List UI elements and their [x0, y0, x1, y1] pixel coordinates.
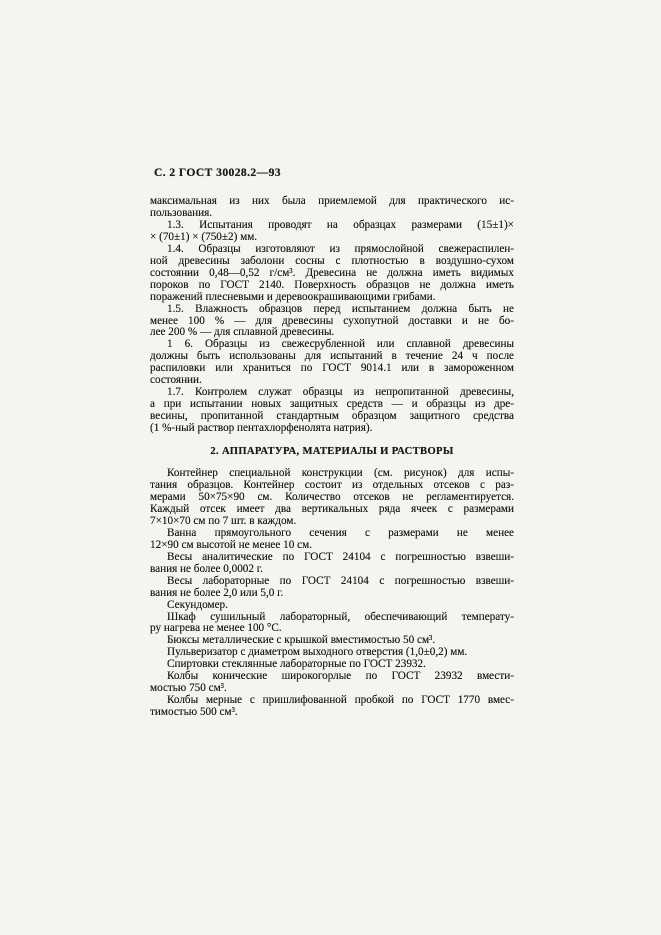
text-line: Контейнер специальной конструкции (см. рисунок) для испы-: [167, 467, 514, 480]
text-line: Секундомер.: [167, 598, 228, 611]
text-line: Колбы конические широкогорлые по ГОСТ 23932 вмести-: [167, 670, 514, 683]
text-line: (1 %-ный раствор пентахлорфенолята натрия).: [150, 422, 373, 435]
paragraph: [150, 600, 514, 612]
text-line: Колбы мерные с пришлифованной пробкой по ГОСТ 1770 вмес-: [167, 694, 514, 707]
text-line: должны быть использованы для испытаний в течение 24 ч после: [150, 350, 514, 363]
paragraph: [150, 528, 514, 552]
paragraph: [150, 576, 514, 600]
text-line: 1.3. Испытания проводят на образцах размерами (15±1)×: [167, 218, 514, 231]
text-line: ной древесины заболони сосны с плотностью в воздушно-сухом: [150, 254, 514, 267]
text-line: 1 6. Образцы из свежесрубленной или сплавной древесины: [167, 338, 514, 351]
text-line: Шкаф сушильный лабораторный, обеспечивающий температу-: [167, 610, 514, 623]
text-line: 1.7. Контролем служат образцы из непропитанной древесины,: [167, 386, 514, 399]
paragraph: [150, 468, 514, 528]
paragraph: [150, 244, 514, 304]
text-line: состоянии.: [150, 374, 202, 387]
text-line: распиловки или храниться по ГОСТ 9014.1 или в замороженном: [150, 362, 514, 375]
text-line: тания образцов. Контейнер состоит из отдельных отсеков с раз-: [150, 479, 514, 492]
text-line: 12×90 см высотой не менее 10 см.: [150, 538, 312, 551]
paragraph: [150, 671, 514, 695]
text-line: Весы аналитические по ГОСТ 24104 с погрешностью взвеши-: [167, 550, 514, 563]
text-line: тимостью 500 см³.: [150, 706, 238, 719]
text-line: пользования.: [150, 206, 213, 219]
text-line: вания не более 2,0 или 5,0 г.: [150, 586, 284, 599]
text-column: [150, 167, 514, 719]
text-line: × (70±1) × (750±2) мм.: [150, 230, 258, 243]
paragraph: [150, 387, 514, 435]
text-line: максимальная из них была приемлемой для практического ис-: [150, 195, 514, 207]
paragraph: [150, 304, 514, 340]
text-line: 7×10×70 см по 7 шт. в каждом.: [150, 514, 297, 527]
paragraph: [150, 552, 514, 576]
text-line: мерами 50×75×90 см. Количество отсеков не регламентируется.: [150, 490, 514, 503]
paragraph: [150, 339, 514, 387]
section-2-text: [150, 468, 514, 719]
running-header: С. 2 ГОСТ 30028.2—93: [154, 166, 281, 179]
text-line: 1.4. Образцы изготовляют из прямослойной свежераспилен-: [167, 242, 514, 255]
text-line: Спиртовки стеклянные лабораторные по ГОСТ 23932.: [167, 658, 426, 671]
paragraph: [150, 695, 514, 719]
text-line: Весы лабораторные по ГОСТ 24104 с погрешностью взвеши-: [167, 574, 514, 587]
text-line: Каждый отсек имеет два вертикальных ряда ячеек с размерами: [150, 502, 514, 515]
text-line: ру нагрева не менее 100 °С.: [150, 622, 282, 635]
text-line: Пульверизатор с диаметром выходного отверстия (1,0±0,2) мм.: [167, 646, 468, 659]
section-1-text: [150, 196, 514, 435]
text-line: вания не более 0,0002 г.: [150, 562, 263, 575]
section-2-heading: 2. АППАРАТУРА, МАТЕРИАЛЫ И РАСТВОРЫ: [210, 446, 454, 458]
text-line: мостью 750 см³.: [150, 682, 227, 695]
text-line: а при испытании новых защитных средств — и образцы из дре-: [150, 398, 514, 411]
text-line: лее 200 % — для сплавной древесины.: [150, 326, 335, 339]
text-line: весины, пропитанной стандартным образцом защитного средства: [150, 410, 514, 423]
text-line: состоянии 0,48—0,52 г/см³. Древесина не должна иметь видимых: [150, 266, 514, 279]
text-line: 1.5. Влажность образцов перед испытанием должна быть не: [167, 302, 514, 315]
text-line: Ванна прямоугольного сечения с размерами не менее: [167, 526, 514, 539]
text-line: менее 100 % — для древесины сухопутной доставки и не бо-: [150, 314, 514, 327]
paragraph: [150, 196, 514, 220]
text-line: пороков по ГОСТ 2140. Поверхность образцов не должна иметь: [150, 278, 514, 291]
text-line: Бюксы металлические с крышкой вместимостью 50 см³.: [167, 634, 436, 647]
paragraph: [150, 612, 514, 636]
paragraph: [150, 220, 514, 244]
text-line: поражений плесневыми и деревоокрашивающими грибами.: [150, 290, 436, 303]
